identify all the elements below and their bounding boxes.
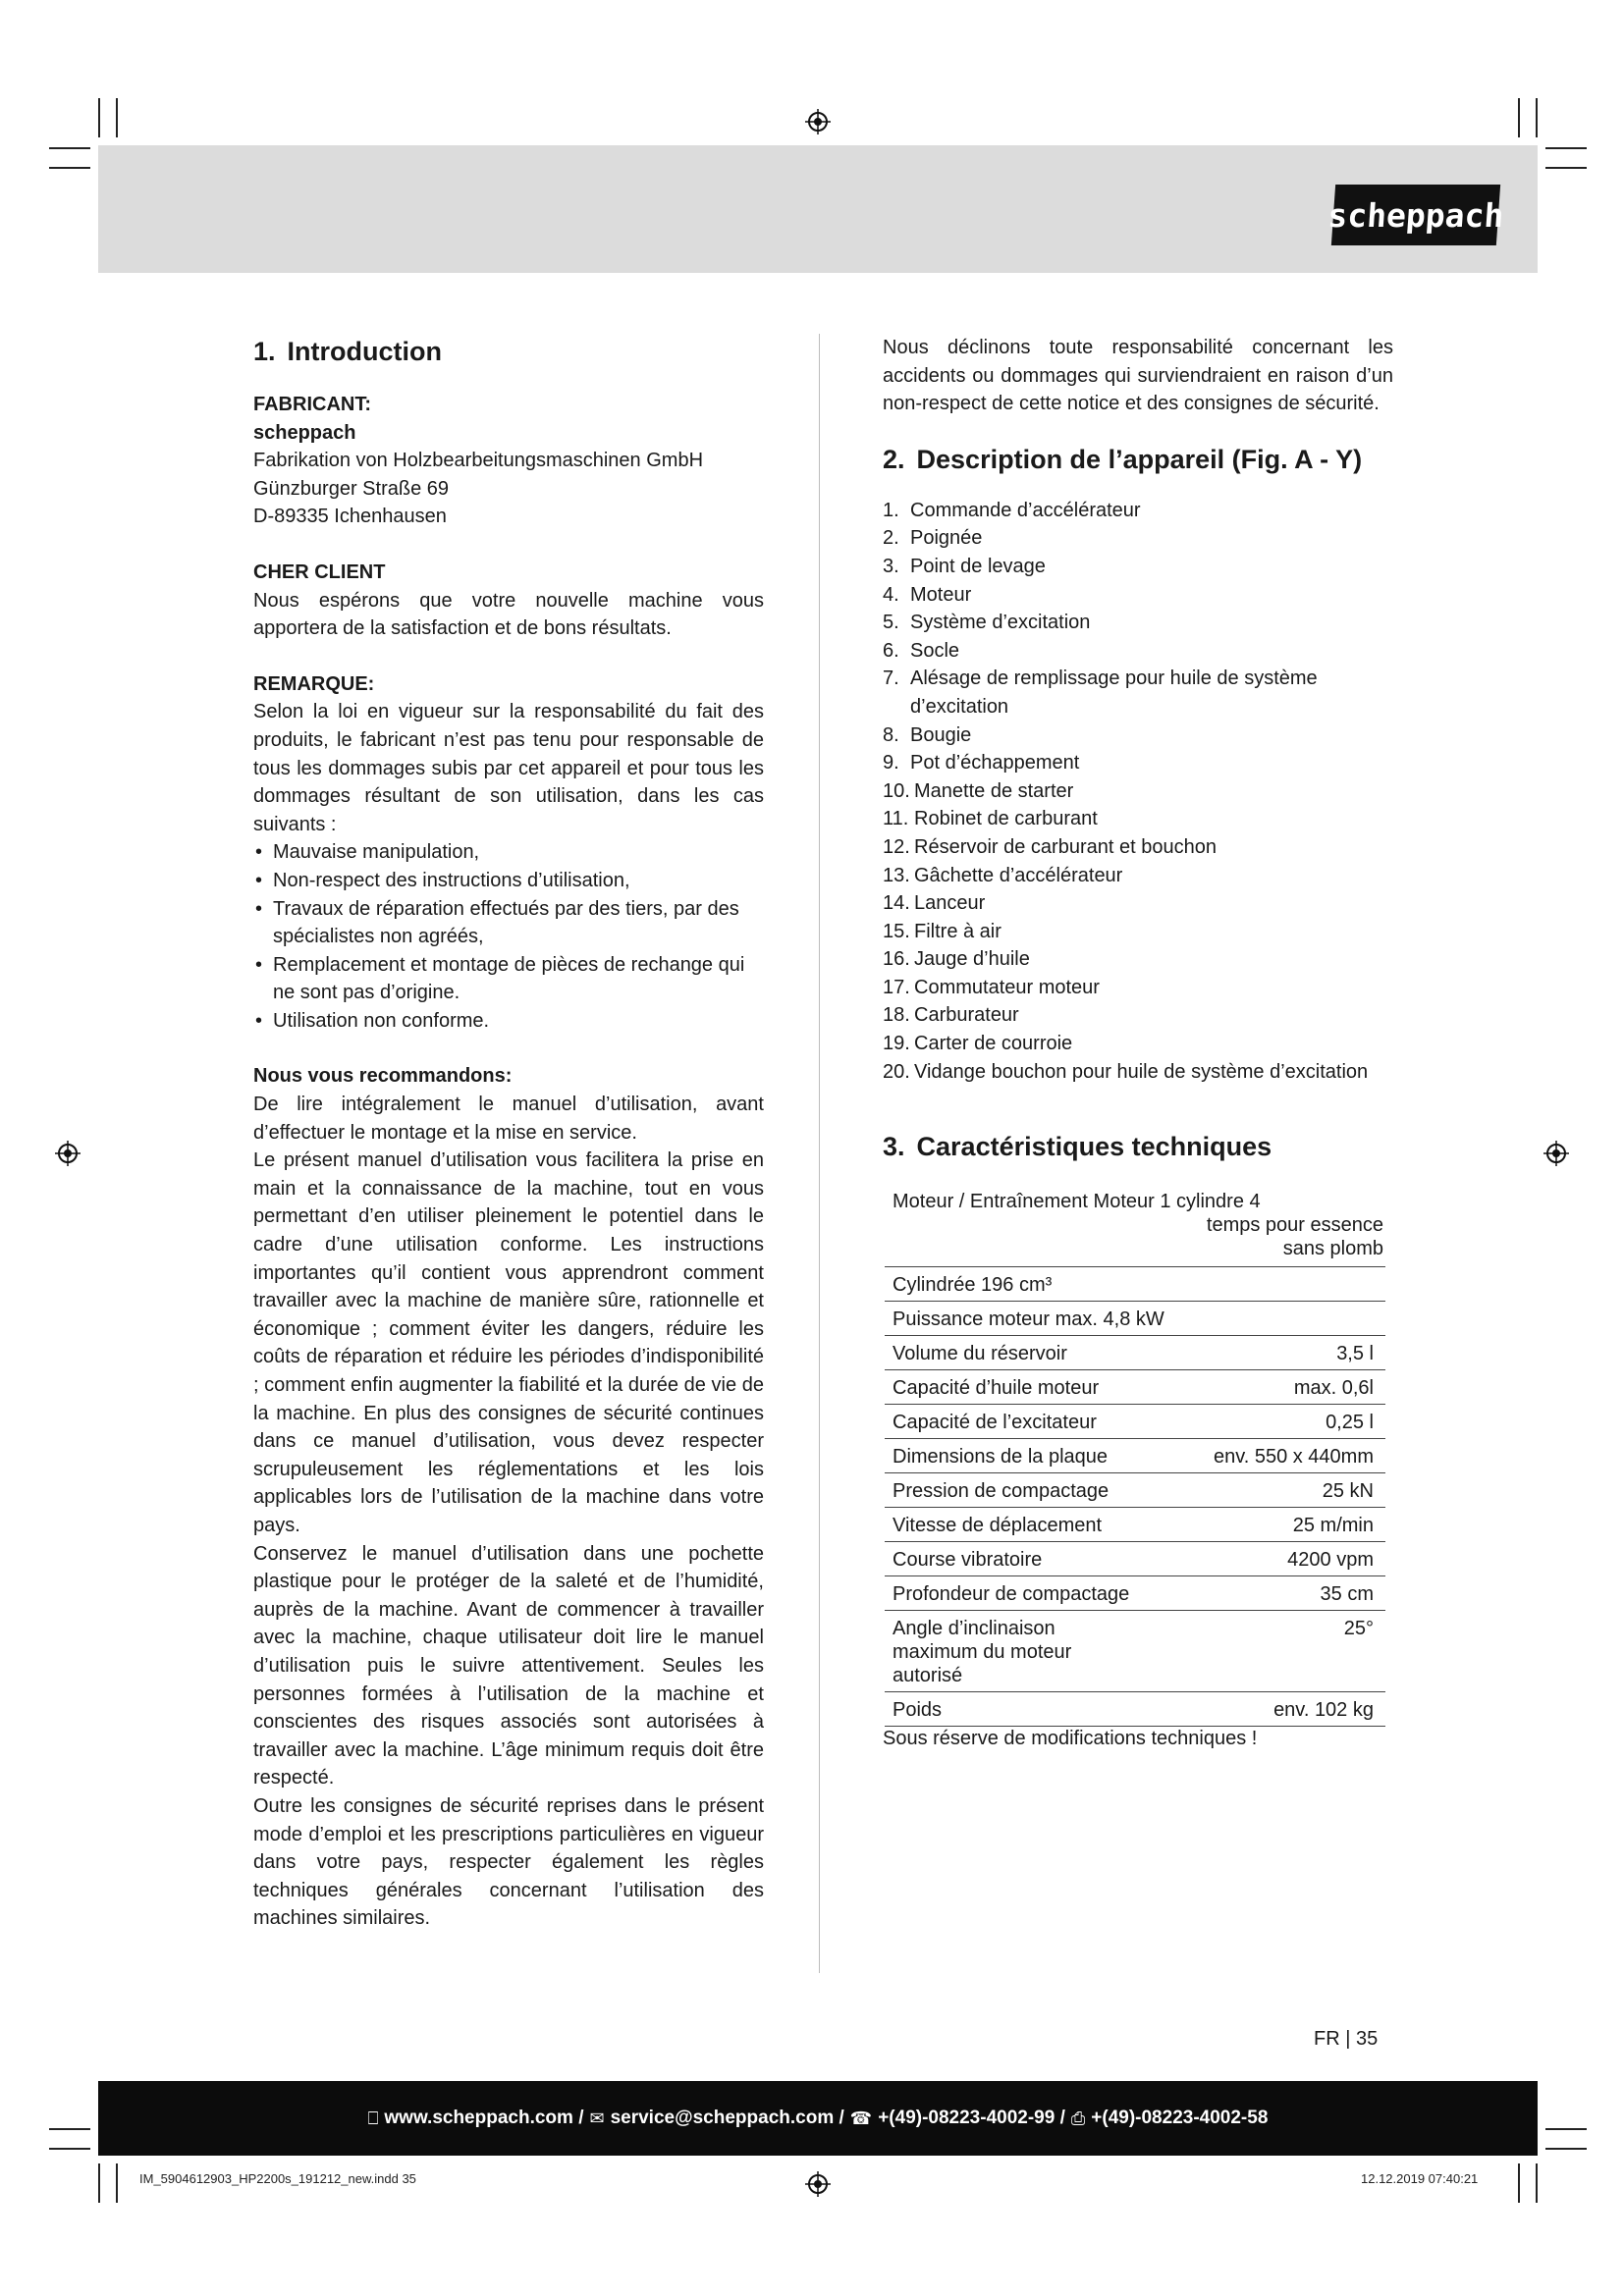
- registration-mark-icon: [805, 2171, 831, 2197]
- spec-label: Vitesse de déplacement: [885, 1508, 1150, 1542]
- crop-mark: [98, 2163, 100, 2203]
- recommend-block: [253, 1062, 764, 1932]
- remark-label: REMARQUE:: [253, 672, 375, 695]
- footer-phone: +(49)-08223-4002-99 /: [878, 2108, 1065, 2128]
- crop-mark: [1545, 2128, 1587, 2130]
- spec-header-sub: sans plomb: [1282, 1238, 1383, 1260]
- list-item-text: Lanceur: [914, 892, 986, 915]
- crop-mark: [49, 2128, 90, 2130]
- spec-header: [893, 1190, 1393, 1260]
- table-row: [885, 1439, 1385, 1473]
- crop-mark: [1518, 98, 1520, 137]
- list-item: [883, 974, 1393, 1002]
- registration-mark-icon: [805, 109, 831, 134]
- list-item-text: Gâchette d’accélérateur: [914, 864, 1123, 886]
- list-item-number: 7.: [883, 667, 899, 690]
- list-item-text: Pot d’échappement: [910, 752, 1080, 774]
- list-item-number: 17.: [883, 976, 910, 998]
- list-item: • Remplacement et montage de pièces de rechange qui ne sont pas d’origine.: [253, 951, 764, 1007]
- crop-mark: [1518, 2163, 1520, 2203]
- footer-web-link[interactable]: www.scheppach.com /: [384, 2108, 584, 2128]
- list-item-number: 14.: [883, 892, 910, 915]
- table-row: [885, 1302, 1385, 1336]
- section-heading-description: 2. Description de l’appareil (Fig. A - Y): [883, 444, 1363, 474]
- crop-mark: [1545, 147, 1587, 149]
- spec-label: Course vibratoire: [885, 1542, 1150, 1576]
- client-label: CHER CLIENT: [253, 561, 386, 583]
- manufacturer-line: Fabrikation von Holzbearbeitungsmaschinen GmbH: [253, 450, 704, 472]
- computer-icon: ⎕: [367, 2108, 379, 2128]
- spec-value: 35 cm: [1150, 1576, 1385, 1611]
- list-item: [883, 497, 1393, 525]
- list-item: [883, 862, 1393, 890]
- crop-mark: [1536, 98, 1538, 137]
- remark-text: Selon la loi en vigueur sur la responsabilité du fait des produits, le fabricant n’est pas tenu pour responsable de tous les dommages subis par cet appareil et pour tous les dommages résultant de son utilisation, dans les cas suivants :: [253, 701, 764, 835]
- spec-note: Sous réserve de modifications techniques !: [883, 1728, 1258, 1750]
- spec-header-sub: temps pour essence: [1206, 1214, 1383, 1237]
- brand-logo: scheppach: [1331, 185, 1500, 245]
- left-column: [253, 334, 764, 1933]
- list-item: [883, 524, 1393, 553]
- list-item-text: Carburateur: [914, 1004, 1019, 1027]
- list-item-text: Poignée: [910, 527, 983, 550]
- list-item: [883, 805, 1393, 833]
- spec-value: max. 0,6l: [1150, 1370, 1385, 1405]
- list-item-text: Jauge d’huile: [914, 948, 1030, 971]
- slug-date: 12.12.2019 07:40:21: [1361, 2171, 1479, 2186]
- phone-icon: ☎: [849, 2108, 873, 2128]
- column-divider: [819, 334, 820, 1973]
- crop-mark: [1536, 2163, 1538, 2203]
- client-block: [253, 559, 764, 643]
- table-row: [885, 1542, 1385, 1576]
- spec-label: Volume du réservoir: [885, 1336, 1150, 1370]
- spec-value: 25 kN: [1150, 1473, 1385, 1508]
- manufacturer-name: scheppach: [253, 421, 356, 444]
- disclaimer-text: Nous déclinons toute responsabilité concernant les accidents ou dommages qui surviendraient en raison d’un non-respect de cette notice et des consignes de sécurité.: [883, 337, 1393, 415]
- list-item: [883, 665, 1393, 721]
- list-item-number: 4.: [883, 583, 899, 606]
- list-item: [883, 889, 1393, 918]
- list-item-number: 11.: [883, 808, 909, 830]
- header-band: [98, 145, 1538, 273]
- crop-mark: [1545, 167, 1587, 169]
- client-text: Nous espérons que votre nouvelle machine vous apportera de la satisfaction et de bons résultats.: [253, 589, 764, 640]
- list-item-text: Commande d’accélérateur: [910, 499, 1141, 521]
- registration-mark-icon: [1543, 1141, 1569, 1166]
- crop-mark: [49, 147, 90, 149]
- remark-list: [253, 838, 764, 1035]
- list-item: [883, 1001, 1393, 1030]
- crop-mark: [116, 98, 118, 137]
- registration-mark-icon: [55, 1141, 81, 1166]
- crop-mark: [49, 167, 90, 169]
- list-item: [883, 777, 1393, 806]
- spec-label: Profondeur de compactage: [885, 1576, 1150, 1611]
- list-item-text: Socle: [910, 639, 960, 662]
- list-item-text: Système d’excitation: [910, 612, 1091, 634]
- manufacturer-block: [253, 391, 764, 531]
- page-number: FR | 35: [1314, 2028, 1379, 2050]
- list-item-number: 19.: [883, 1033, 910, 1055]
- spec-value: 25 m/min: [1150, 1508, 1385, 1542]
- list-item-number: 10.: [883, 779, 910, 802]
- spec-label: Cylindrée 196 cm³: [885, 1267, 1385, 1302]
- list-item-text: Robinet de carburant: [914, 808, 1098, 830]
- table-row: [885, 1576, 1385, 1611]
- list-item: [883, 1058, 1393, 1087]
- spec-value: env. 550 x 440mm: [1150, 1439, 1385, 1473]
- section-heading-technical: 3. Caractéristiques techniques: [883, 1132, 1272, 1162]
- list-item-number: 2.: [883, 527, 899, 550]
- list-item: [883, 721, 1393, 750]
- table-row: [885, 1692, 1385, 1727]
- spec-label: Angle d’inclinaison maximum du moteur autorisé: [885, 1611, 1150, 1692]
- list-item: [883, 833, 1393, 862]
- table-row: [885, 1611, 1385, 1692]
- table-row: [885, 1405, 1385, 1439]
- spec-value: env. 102 kg: [1150, 1692, 1385, 1727]
- list-item-text: Réservoir de carburant et bouchon: [914, 835, 1217, 858]
- list-item-text: Commutateur moteur: [914, 976, 1100, 998]
- remark-block: [253, 670, 764, 1036]
- fax-icon: ⎙: [1070, 2108, 1086, 2128]
- list-item: [883, 918, 1393, 946]
- list-item-text: Moteur: [910, 583, 972, 606]
- footer-fax: +(49)-08223-4002-58: [1091, 2108, 1269, 2128]
- right-column: [883, 334, 1393, 1750]
- recommend-paragraph: Le présent manuel d’utilisation vous facilitera la prise en main et la connaissance de la machine, tout en vous permettant d’en utiliser pleinement le potentiel dans le cadre d’une utilisation conforme. Les instructions importantes qu’il contient vous apprendront comment travailler avec la machine de manière sûre, rationnelle et économique ; comment éviter les dangers, réduire les coûts de réparation et réduire les périodes d’indisponibilité ; comment enfin augmenter la fiabilité et la durée de vie de la machine. En plus des consignes de sécurité continues dans ce manuel d’utilisation, vous devez respecter scrupuleusement les réglementations et les lois applicables lors de l’utilisation de la machine dans votre pays.: [253, 1149, 764, 1536]
- list-item: • Mauvaise manipulation,: [253, 838, 764, 867]
- footer-contact-bar: [98, 2081, 1538, 2156]
- spec-label: Puissance moteur max. 4,8 kW: [885, 1302, 1385, 1336]
- spec-value: 25°: [1150, 1611, 1385, 1692]
- list-item: [883, 1030, 1393, 1058]
- spec-header-main: Moteur / Entraînement Moteur 1 cylindre 4: [893, 1191, 1261, 1213]
- list-item: [883, 749, 1393, 777]
- crop-mark: [1545, 2148, 1587, 2150]
- list-item-number: 15.: [883, 920, 910, 942]
- parts-list: [883, 497, 1393, 1086]
- spec-table: [885, 1266, 1385, 1727]
- crop-mark: [98, 98, 100, 137]
- list-item: [883, 609, 1393, 637]
- manufacturer-line: Günzburger Straße 69: [253, 477, 449, 500]
- list-item: • Utilisation non conforme.: [253, 1007, 764, 1036]
- list-item: [883, 581, 1393, 610]
- list-item-number: 13.: [883, 864, 910, 886]
- list-item-number: 5.: [883, 612, 899, 634]
- list-item: • Non-respect des instructions d’utilisation,: [253, 867, 764, 895]
- list-item-text: Carter de courroie: [914, 1033, 1073, 1055]
- table-row: [885, 1370, 1385, 1405]
- footer-mail-link[interactable]: service@scheppach.com /: [610, 2108, 844, 2128]
- list-item-number: 1.: [883, 499, 899, 521]
- list-item-number: 12.: [883, 835, 910, 858]
- manufacturer-label: FABRICANT:: [253, 394, 371, 415]
- table-row: [885, 1267, 1385, 1302]
- spec-label: Capacité de l’excitateur: [885, 1405, 1150, 1439]
- slug-file: IM_5904612903_HP2200s_191212_new.indd 35: [139, 2171, 416, 2186]
- list-item: [883, 637, 1393, 666]
- list-item-number: 9.: [883, 752, 899, 774]
- list-item: • Travaux de réparation effectués par des tiers, par des spécialistes non agréés,: [253, 895, 764, 951]
- list-item-number: 20.: [883, 1060, 910, 1083]
- table-row: [885, 1508, 1385, 1542]
- mail-icon: ✉: [589, 2108, 605, 2128]
- list-item-number: 16.: [883, 948, 910, 971]
- crop-mark: [116, 2163, 118, 2203]
- list-item-number: 3.: [883, 555, 899, 577]
- recommend-paragraph: Outre les consignes de sécurité reprises dans le présent mode d’emploi et les prescriptions particulières en vigueur dans votre pays, respecter également les règles techniques générales concernant l’utilisation des machines similaires.: [253, 1794, 764, 1930]
- list-item-text: Filtre à air: [914, 920, 1001, 942]
- list-item-text: Bougie: [910, 723, 972, 746]
- list-item-text: Manette de starter: [914, 779, 1074, 802]
- spec-value: 0,25 l: [1150, 1405, 1385, 1439]
- table-row: [885, 1336, 1385, 1370]
- spec-label: Capacité d’huile moteur: [885, 1370, 1150, 1405]
- recommend-paragraph: Conservez le manuel d’utilisation dans une pochette plastique pour le protéger de la saleté et de l’humidité, auprès de la machine. Avant de commencer à travailler avec la machine, chaque utilisateur doit lire le manuel d’utilisation puis le suivre attentivement. Seules les personnes formées à l’utilisation de la machine et conscientes des risques associés sont autorisées à travailler avec la machine. L’âge minimum requis doit être respecté.: [253, 1542, 764, 1789]
- section-heading-introduction: 1. Introduction: [253, 337, 442, 366]
- list-item: [883, 553, 1393, 581]
- recommend-paragraph: De lire intégralement le manuel d’utilisation, avant d’effectuer le montage et la mise en service.: [253, 1094, 764, 1144]
- list-item: [883, 945, 1393, 974]
- spec-label: Pression de compactage: [885, 1473, 1150, 1508]
- list-item-text: Point de levage: [910, 555, 1046, 577]
- recommend-label: Nous vous recommandons:: [253, 1065, 513, 1088]
- list-item-text: Vidange bouchon pour huile de système d’excitation: [914, 1060, 1369, 1083]
- list-item-number: 6.: [883, 639, 899, 662]
- list-item-text: Alésage de remplissage pour huile de système d’excitation: [910, 667, 1318, 718]
- crop-mark: [49, 2148, 90, 2150]
- table-row: [885, 1473, 1385, 1508]
- spec-label: Poids: [885, 1692, 1150, 1727]
- spec-label: Dimensions de la plaque: [885, 1439, 1150, 1473]
- spec-value: 4200 vpm: [1150, 1542, 1385, 1576]
- manufacturer-line: D-89335 Ichenhausen: [253, 506, 447, 528]
- list-item-number: 18.: [883, 1004, 910, 1027]
- spec-value: 3,5 l: [1150, 1336, 1385, 1370]
- list-item-number: 8.: [883, 723, 899, 746]
